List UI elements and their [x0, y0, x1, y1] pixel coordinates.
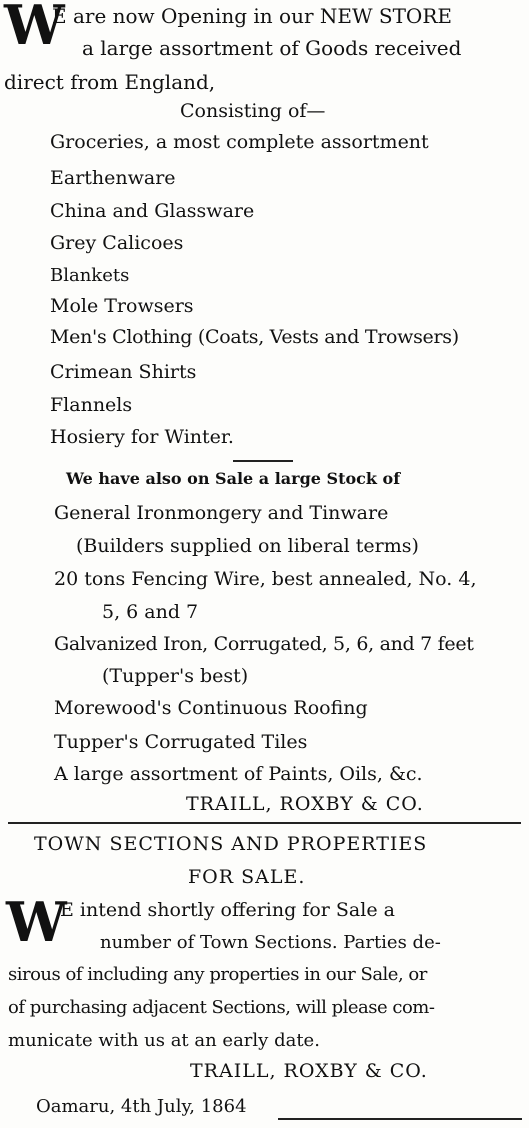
- signature: TRAILL, ROXBY & CO.: [186, 793, 424, 815]
- consisting-label: Consisting of—: [180, 100, 326, 122]
- list-item: Men's Clothing (Coats, Vests and Trowsers): [50, 326, 459, 348]
- section-divider: [8, 822, 521, 824]
- list-item: China and Glassware: [50, 200, 255, 222]
- list-item: Earthenware: [50, 167, 176, 189]
- list-item: Crimean Shirts: [50, 361, 197, 383]
- dateline: Oamaru, 4th July, 1864: [36, 1096, 247, 1117]
- list-item: General Ironmongery and Tinware: [54, 502, 389, 524]
- short-divider: [233, 460, 293, 462]
- body-line-4: of purchasing adjacent Sections, will please com-: [8, 997, 435, 1018]
- intro-line-3: direct from England,: [4, 70, 216, 94]
- list-item: Tupper's Corrugated Tiles: [54, 731, 308, 753]
- list-item: Grey Calicoes: [50, 232, 184, 254]
- bottom-rule: [278, 1118, 522, 1120]
- body-line-3: sirous of including any properties in our Sale, or: [8, 964, 427, 985]
- body-line-2: number of Town Sections. Parties de-: [100, 932, 441, 953]
- heading-line-2: FOR SALE.: [188, 866, 306, 888]
- heading-line-1: TOWN SECTIONS AND PROPERTIES: [34, 833, 428, 855]
- list-item: (Tupper's best): [102, 665, 249, 687]
- list-item: Morewood's Continuous Roofing: [54, 697, 368, 719]
- list-item: Mole Trowsers: [50, 295, 194, 317]
- list-item: A large assortment of Paints, Oils, &c.: [54, 763, 423, 785]
- intro-line-2: a large assortment of Goods received: [82, 36, 462, 60]
- signature: TRAILL, ROXBY & CO.: [190, 1060, 428, 1082]
- list-item: 20 tons Fencing Wire, best annealed, No. 4,: [54, 568, 477, 590]
- body-line-5: municate with us at an early date.: [8, 1030, 320, 1051]
- drop-cap: W: [6, 890, 67, 954]
- also-heading: We have also on Sale a large Stock of: [66, 469, 401, 488]
- list-item: Groceries, a most complete assortment: [50, 131, 429, 153]
- list-item: Galvanized Iron, Corrugated, 5, 6, and 7 feet: [54, 633, 474, 655]
- intro-line-1: E are now Opening in our NEW STORE: [52, 4, 452, 28]
- drop-cap: W: [4, 0, 65, 57]
- list-item: 5, 6 and 7: [102, 601, 199, 623]
- list-item: Hosiery for Winter.: [50, 426, 234, 448]
- list-item: Flannels: [50, 394, 133, 416]
- body-line-1: E intend shortly offering for Sale a: [60, 899, 395, 921]
- list-item: Blankets: [50, 265, 130, 286]
- list-item: (Builders supplied on liberal terms): [76, 535, 419, 557]
